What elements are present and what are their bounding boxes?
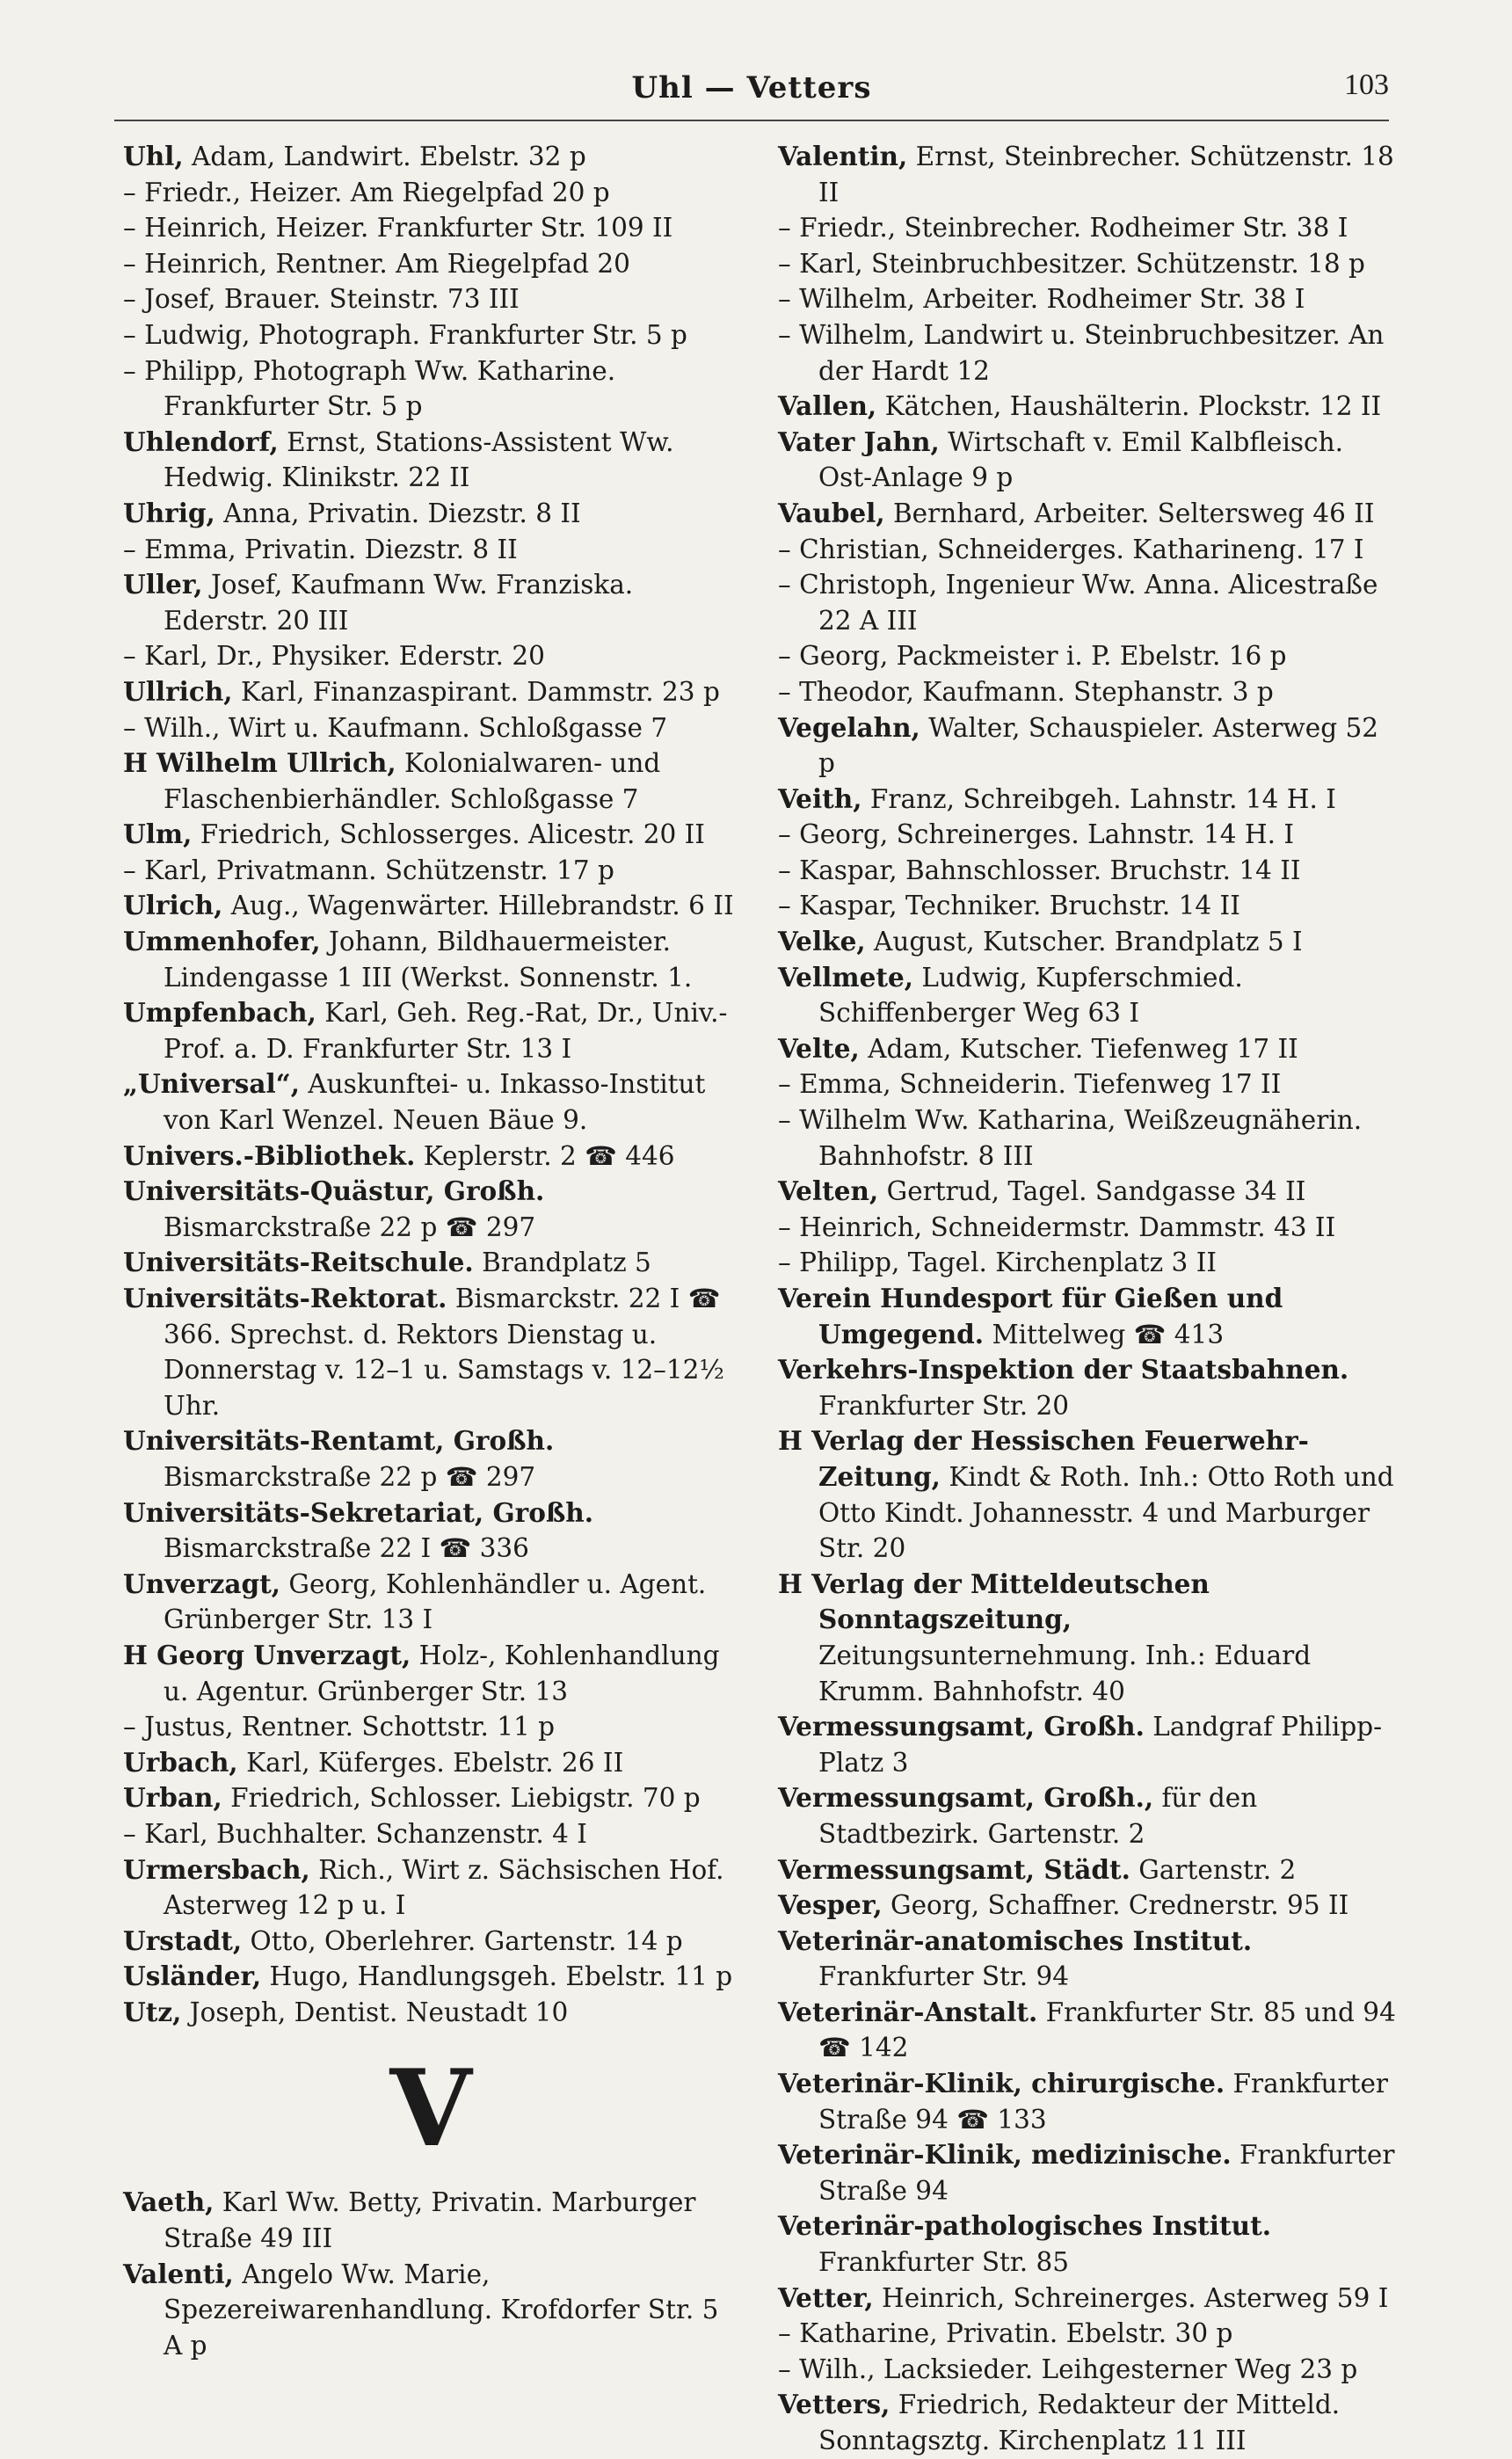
directory-entry xyxy=(123,888,738,924)
entry-details: Brandplatz 5 xyxy=(473,1248,651,1278)
directory-entry xyxy=(123,281,738,317)
entry-details: Adam, Kutscher. Tiefenweg 17 II xyxy=(859,1033,1298,1064)
entry-details: – Wilh., Lacksieder. Leihgesterner Weg 23 p xyxy=(778,2354,1358,2384)
entry-name: Vesper, xyxy=(778,1889,883,1921)
directory-entry xyxy=(778,1210,1398,1246)
entry-name: Urbach, xyxy=(123,1746,238,1778)
directory-entry xyxy=(778,425,1398,496)
entry-details: Kindt & Roth. Inh.: Otto Roth und Otto Kindt. Johannesstr. 4 und Marburger Str. 20 xyxy=(818,1461,1394,1564)
directory-entry xyxy=(778,2066,1398,2137)
entry-name: Vermessungsamt, Großh. xyxy=(778,1711,1145,1742)
entry-details: – Friedr., Heizer. Am Riegelpfad 20 p xyxy=(123,177,610,207)
entry-details: Joseph, Dentist. Neustadt 10 xyxy=(181,1997,569,2027)
directory-entry xyxy=(778,1245,1398,1281)
directory-entry xyxy=(778,960,1398,1031)
entry-details: – Heinrich, Schneidermstr. Dammstr. 43 II xyxy=(778,1211,1336,1242)
directory-entry xyxy=(778,1995,1398,2066)
directory-entry xyxy=(123,496,738,532)
directory-entry xyxy=(123,1780,738,1816)
entry-name: Ullrich, xyxy=(123,675,233,707)
directory-entry xyxy=(123,710,738,746)
entry-details: Karl, Küferges. Ebelstr. 26 II xyxy=(237,1747,624,1778)
directory-entry xyxy=(123,1495,738,1567)
directory-entry xyxy=(778,1352,1398,1423)
entry-details: – Karl, Dr., Physiker. Ederstr. 20 xyxy=(123,641,545,672)
directory-entry xyxy=(123,924,738,995)
entry-name: Veterinär-Klinik, chirurgische. xyxy=(778,2068,1225,2099)
entry-details: Heinrich, Schreinerges. Asterweg 59 I xyxy=(873,2282,1389,2313)
directory-entry xyxy=(778,139,1398,210)
entry-name: Universitäts-Quästur, Großh. xyxy=(123,1175,545,1207)
directory-entry xyxy=(123,353,738,425)
directory-entry xyxy=(778,2281,1398,2317)
directory-entry xyxy=(123,2185,738,2256)
entry-name: Velke, xyxy=(778,926,866,957)
entry-name: Vaeth, xyxy=(123,2186,214,2218)
directory-entry xyxy=(778,817,1398,853)
entry-details: – Christoph, Ingenieur Ww. Anna. Alicestraße 22 A III xyxy=(778,570,1378,636)
entry-name: Ummenhofer, xyxy=(123,926,321,957)
entry-name: Urstadt, xyxy=(123,1924,243,1956)
entry-details: Rich., Wirt z. Sächsischen Hof. Asterweg 12 p u. I xyxy=(164,1854,724,1921)
directory-entry xyxy=(778,853,1398,889)
entry-details: Johann, Bildhauermeister. Lindengasse 1 III (Werkst. Sonnenstr. 1. xyxy=(164,927,693,993)
entry-details: – Wilhelm Ww. Katharina, Weißzeugnäherin. Bahnhofstr. 8 III xyxy=(778,1105,1363,1171)
entry-details: Anna, Privatin. Diezstr. 8 II xyxy=(214,498,581,528)
entry-details: – Karl, Steinbruchbesitzer. Schützenstr. 18 p xyxy=(778,248,1365,279)
entry-name: Vellmete, xyxy=(778,961,914,993)
entry-details: Frankfurter Straße 94 ☎ 133 xyxy=(818,2069,1389,2135)
entry-details: – Wilhelm, Arbeiter. Rodheimer Str. 38 I xyxy=(778,284,1305,315)
entry-details: Georg, Schaffner. Crednerstr. 95 II xyxy=(882,1890,1349,1921)
directory-entry xyxy=(778,782,1398,818)
entry-name: Universitäts-Rentamt, Großh. xyxy=(123,1425,555,1457)
entry-name: Urmersbach, xyxy=(123,1853,310,1885)
entry-name: Universitäts-Sekretariat, Großh. xyxy=(123,1496,594,1528)
entry-details: Karl, Geh. Reg.-Rat, Dr., Univ.-Prof. a. D. Frankfurter Str. 13 I xyxy=(164,998,728,1064)
entry-details: – Karl, Privatmann. Schützenstr. 17 p xyxy=(123,855,614,885)
entry-details: Holz-, Kohlenhandlung u. Agentur. Grünberger Str. 13 xyxy=(164,1640,720,1706)
entry-name: Ulrich, xyxy=(123,890,223,921)
running-head: Uhl — Vetters xyxy=(631,70,872,105)
entry-name: Vermessungsamt, Städt. xyxy=(778,1853,1130,1885)
entry-details: Auskunftei- u. Inkasso-Institut von Karl Wenzel. Neuen Bäue 9. xyxy=(164,1069,706,1136)
entry-details: – Georg, Packmeister i. P. Ebelstr. 16 p xyxy=(778,641,1287,672)
entry-details: – Heinrich, Rentner. Am Riegelpfad 20 xyxy=(123,248,630,279)
directory-entry xyxy=(778,2208,1398,2280)
directory-entry xyxy=(123,532,738,568)
directory-entry xyxy=(123,1139,738,1175)
entry-name: Universitäts-Reitschule. xyxy=(123,1247,474,1278)
directory-entry xyxy=(123,1245,738,1281)
directory-entry xyxy=(123,1816,738,1852)
entry-details: – Katharine, Privatin. Ebelstr. 30 p xyxy=(778,2318,1233,2349)
directory-entry xyxy=(123,1995,738,2031)
entry-name: Umpfenbach, xyxy=(123,997,316,1029)
entry-details: Bismarckstr. 22 I ☎ 366. Sprechst. d. Rektors Dienstag u. Donnerstag v. 12–1 u. Samstags v. 12–12½ Uhr. xyxy=(164,1284,725,1421)
entry-details: Franz, Schreibgeh. Lahnstr. 14 H. I xyxy=(861,783,1336,814)
directory-entry xyxy=(123,1423,738,1495)
entry-details: – Kaspar, Techniker. Bruchstr. 14 II xyxy=(778,891,1240,921)
entry-name: Valentin, xyxy=(778,141,908,171)
entry-details: – Josef, Brauer. Steinstr. 73 III xyxy=(123,284,520,315)
entry-details: – Heinrich, Heizer. Frankfurter Str. 109 II xyxy=(123,213,673,244)
entry-name: H Wilhelm Ullrich, xyxy=(123,747,396,779)
directory-entry xyxy=(123,674,738,710)
entry-details: – Emma, Privatin. Diezstr. 8 II xyxy=(123,534,518,564)
directory-entry xyxy=(123,1959,738,1995)
page-header xyxy=(114,63,1389,121)
entry-name: Urban, xyxy=(123,1782,222,1814)
entry-details: Frankfurter Str. 85 und 94 ☎ 142 xyxy=(818,1997,1396,2063)
entry-details: – Friedr., Steinbrecher. Rodheimer Str. 38 I xyxy=(778,213,1348,244)
entry-name: H Verlag der Hessischen Feuerwehr-Zeitung, xyxy=(778,1425,1309,1492)
entry-details: Landgraf Philipp-Platz 3 xyxy=(818,1712,1383,1778)
entry-name: Vallen, xyxy=(778,390,877,422)
directory-entry xyxy=(778,210,1398,246)
directory-entry xyxy=(778,2316,1398,2352)
directory-entry xyxy=(778,1066,1398,1102)
directory-entry xyxy=(778,1174,1398,1210)
directory-entry xyxy=(778,1281,1398,1352)
directory-entry xyxy=(123,1567,738,1638)
entry-details: Frankfurter Straße 94 xyxy=(818,2140,1395,2206)
entry-name: Usländer, xyxy=(123,1961,262,1992)
right-column xyxy=(778,139,1398,2459)
entry-details: für den Stadtbezirk. Gartenstr. 2 xyxy=(818,1783,1258,1849)
entry-details: Walter, Schauspieler. Asterweg 52 p xyxy=(818,712,1379,779)
entry-details: Ludwig, Kupferschmied. Schiffenberger Weg 63 I xyxy=(818,962,1243,1029)
entry-details: – Justus, Rentner. Schottstr. 11 p xyxy=(123,1712,556,1742)
entry-name: Veterinär-pathologisches Institut. xyxy=(778,2210,1271,2242)
directory-entry xyxy=(123,817,738,853)
entry-details: Mittelweg ☎ 413 xyxy=(984,1319,1225,1350)
entry-details: Kolonialwaren- und Flaschenbierhändler. Schloßgasse 7 xyxy=(164,748,661,814)
entry-details: Keplerstr. 2 ☎ 446 xyxy=(415,1140,675,1171)
entry-details: August, Kutscher. Brandplatz 5 I xyxy=(865,927,1303,957)
entry-name: Uhl, xyxy=(123,141,184,171)
directory-entry xyxy=(778,674,1398,710)
entry-details: Ernst, Steinbrecher. Schützenstr. 18 II xyxy=(818,142,1394,207)
directory-entry xyxy=(778,2137,1398,2208)
directory-entry xyxy=(778,2352,1398,2388)
directory-entry xyxy=(123,210,738,246)
directory-entry xyxy=(123,1745,738,1781)
directory-entry xyxy=(778,1709,1398,1780)
entry-details: Zeitungsunternehmung. Inh.: Eduard Krumm. Bahnhofstr. 40 xyxy=(818,1640,1312,1706)
directory-entry xyxy=(778,317,1398,389)
directory-entry xyxy=(778,1102,1398,1174)
entry-details: – Wilh., Wirt u. Kaufmann. Schloßgasse 7 xyxy=(123,712,668,743)
entry-details: Karl Ww. Betty, Privatin. Marburger Straße 49 III xyxy=(164,2187,696,2254)
directory-entry xyxy=(123,2257,738,2364)
entry-details: – Philipp, Tagel. Kirchenplatz 3 II xyxy=(778,1248,1217,1278)
directory-entry xyxy=(123,638,738,674)
directory-entry xyxy=(778,281,1398,317)
directory-entry xyxy=(123,1852,738,1924)
directory-entry xyxy=(123,246,738,282)
entry-details: Adam, Landwirt. Ebelstr. 32 p xyxy=(183,142,586,171)
entry-name: Universitäts-Rektorat. xyxy=(123,1283,447,1313)
entry-details: Friedrich, Schlosserges. Alicestr. 20 II xyxy=(192,819,705,850)
directory-entry xyxy=(123,746,738,817)
directory-entry xyxy=(778,924,1398,960)
entry-name: Vater Jahn, xyxy=(778,426,940,457)
entry-name: Vaubel, xyxy=(778,497,885,528)
left-entries-after xyxy=(123,2185,738,2363)
directory-entry xyxy=(778,638,1398,674)
directory-entry xyxy=(123,175,738,211)
entry-name: Uller, xyxy=(123,569,203,600)
entry-details: Bernhard, Arbeiter. Seltersweg 46 II xyxy=(884,498,1375,528)
entry-name: „Universal“, xyxy=(123,1068,300,1100)
entry-details: – Philipp, Photograph Ww. Katharine. Frankfurter Str. 5 p xyxy=(123,355,616,422)
entry-details: Kätchen, Haushälterin. Plockstr. 12 II xyxy=(876,391,1382,422)
entry-details: Bismarckstraße 22 p ☎ 297 xyxy=(164,1461,536,1492)
right-entries xyxy=(778,139,1398,2459)
entry-details: Bismarckstraße 22 p ☎ 297 xyxy=(164,1211,536,1242)
left-column xyxy=(123,139,738,2363)
entry-name: H Verlag der Mitteldeutschen Sonntagszeitung, xyxy=(778,1568,1210,1635)
directory-entry xyxy=(778,1780,1398,1852)
entry-name: Uhlendorf, xyxy=(123,426,279,457)
entry-name: Unverzagt, xyxy=(123,1568,281,1599)
directory-entry xyxy=(778,888,1398,924)
entry-name: Vetters, xyxy=(778,2389,890,2420)
directory-entry xyxy=(778,1423,1398,1566)
entry-details: Aug., Wagenwärter. Hillebrandstr. 6 II xyxy=(222,891,734,921)
directory-entry xyxy=(123,1709,738,1745)
entry-name: Veith, xyxy=(778,782,862,814)
entry-details: – Christian, Schneiderges. Katharineng. 17 I xyxy=(778,534,1364,564)
entry-details: Frankfurter Str. 85 xyxy=(818,2247,1070,2278)
entry-details: – Wilhelm, Landwirt u. Steinbruchbesitzer. An der Hardt 12 xyxy=(778,319,1385,386)
entry-details: Ernst, Stations-Assistent Ww. Hedwig. Klinikstr. 22 II xyxy=(164,426,674,493)
entry-name: Vetter, xyxy=(778,2281,874,2313)
entry-name: Utz, xyxy=(123,1996,182,2027)
left-entries xyxy=(123,139,738,2030)
entry-name: H Georg Unverzagt, xyxy=(123,1639,411,1670)
entry-name: Vermessungsamt, Großh., xyxy=(778,1782,1154,1814)
directory-entry xyxy=(123,995,738,1066)
directory-entry xyxy=(778,246,1398,282)
directory-entry xyxy=(123,1924,738,1960)
entry-details: Wirtschaft v. Emil Kalbfleisch. Ost-Anlage 9 p xyxy=(818,426,1343,493)
entry-details: – Ludwig, Photograph. Frankfurter Str. 5 p xyxy=(123,319,687,350)
entry-name: Uhrig, xyxy=(123,497,215,528)
directory-entry xyxy=(123,567,738,638)
directory-entry xyxy=(778,1852,1398,1888)
entry-details: Hugo, Handlungsgeh. Ebelstr. 11 p xyxy=(261,1961,733,1992)
entry-name: Veterinär-Anstalt. xyxy=(778,1996,1038,2027)
entry-details: – Emma, Schneiderin. Tiefenweg 17 II xyxy=(778,1069,1282,1100)
entry-details: Frankfurter Str. 20 xyxy=(818,1390,1070,1421)
entry-name: Velten, xyxy=(778,1175,879,1207)
entry-details: Friedrich, Redakteur der Mitteld. Sonntagsztg. Kirchenplatz 11 III xyxy=(818,2390,1341,2455)
directory-entry xyxy=(778,532,1398,568)
directory-entry xyxy=(778,567,1398,638)
section-letter: V xyxy=(389,2047,472,2172)
directory-entry xyxy=(778,496,1398,532)
entry-name: Verkehrs-Inspektion der Staatsbahnen. xyxy=(778,1354,1349,1386)
page-number: 103 xyxy=(1344,69,1389,101)
entry-name: Ulm, xyxy=(123,818,193,850)
entry-name: Vegelahn, xyxy=(778,711,920,743)
entry-details: – Kaspar, Bahnschlosser. Bruchstr. 14 II xyxy=(778,855,1301,885)
directory-entry xyxy=(123,1638,738,1709)
directory-entry xyxy=(123,139,738,175)
entry-details: Bismarckstraße 22 I ☎ 336 xyxy=(164,1533,529,1564)
entry-details: Georg, Kohlenhändler u. Agent. Grünberger Str. 13 I xyxy=(164,1568,707,1635)
directory-entry xyxy=(778,1924,1398,1995)
entry-details: – Karl, Buchhalter. Schanzenstr. 4 I xyxy=(123,1818,587,1849)
directory-entry xyxy=(778,1888,1398,1924)
entry-name: Verein Hundesport für Gießen und Umgegend. xyxy=(778,1283,1283,1350)
directory-entry xyxy=(778,389,1398,425)
directory-entry xyxy=(123,1281,738,1423)
directory-entry xyxy=(123,317,738,353)
entry-name: Univers.-Bibliothek. xyxy=(123,1139,416,1171)
directory-entry xyxy=(123,1174,738,1245)
directory-entry xyxy=(123,853,738,889)
entry-details: Josef, Kaufmann Ww. Franziska. Ederstr. 20 III xyxy=(164,570,634,636)
entry-name: Velte, xyxy=(778,1032,860,1064)
entry-details: Angelo Ww. Marie, Spezereiwarenhandlung. Krofdorfer Str. 5 A p xyxy=(164,2259,719,2361)
directory-entry xyxy=(778,1031,1398,1067)
entry-details: Frankfurter Str. 94 xyxy=(818,1961,1070,1992)
entry-name: Valenti, xyxy=(123,2258,234,2289)
entry-details: Karl, Finanzaspirant. Dammstr. 23 p xyxy=(232,676,720,707)
entry-details: Gartenstr. 2 xyxy=(1130,1854,1297,1885)
directory-entry xyxy=(778,1567,1398,1709)
entry-details: – Theodor, Kaufmann. Stephanstr. 3 p xyxy=(778,676,1274,707)
entry-name: Veterinär-anatomisches Institut. xyxy=(778,1924,1253,1956)
entry-name: Veterinär-Klinik, medizinische. xyxy=(778,2139,1232,2171)
directory-entry xyxy=(778,2387,1398,2458)
directory-entry xyxy=(123,425,738,496)
directory-entry xyxy=(123,1066,738,1138)
entry-details: Otto, Oberlehrer. Gartenstr. 14 p xyxy=(242,1925,683,1956)
directory-entry xyxy=(778,710,1398,782)
entry-details: Friedrich, Schlosser. Liebigstr. 70 p xyxy=(222,1783,701,1814)
entry-details: Gertrud, Tagel. Sandgasse 34 II xyxy=(878,1176,1306,1207)
entry-details: – Georg, Schreinerges. Lahnstr. 14 H. I xyxy=(778,819,1295,850)
